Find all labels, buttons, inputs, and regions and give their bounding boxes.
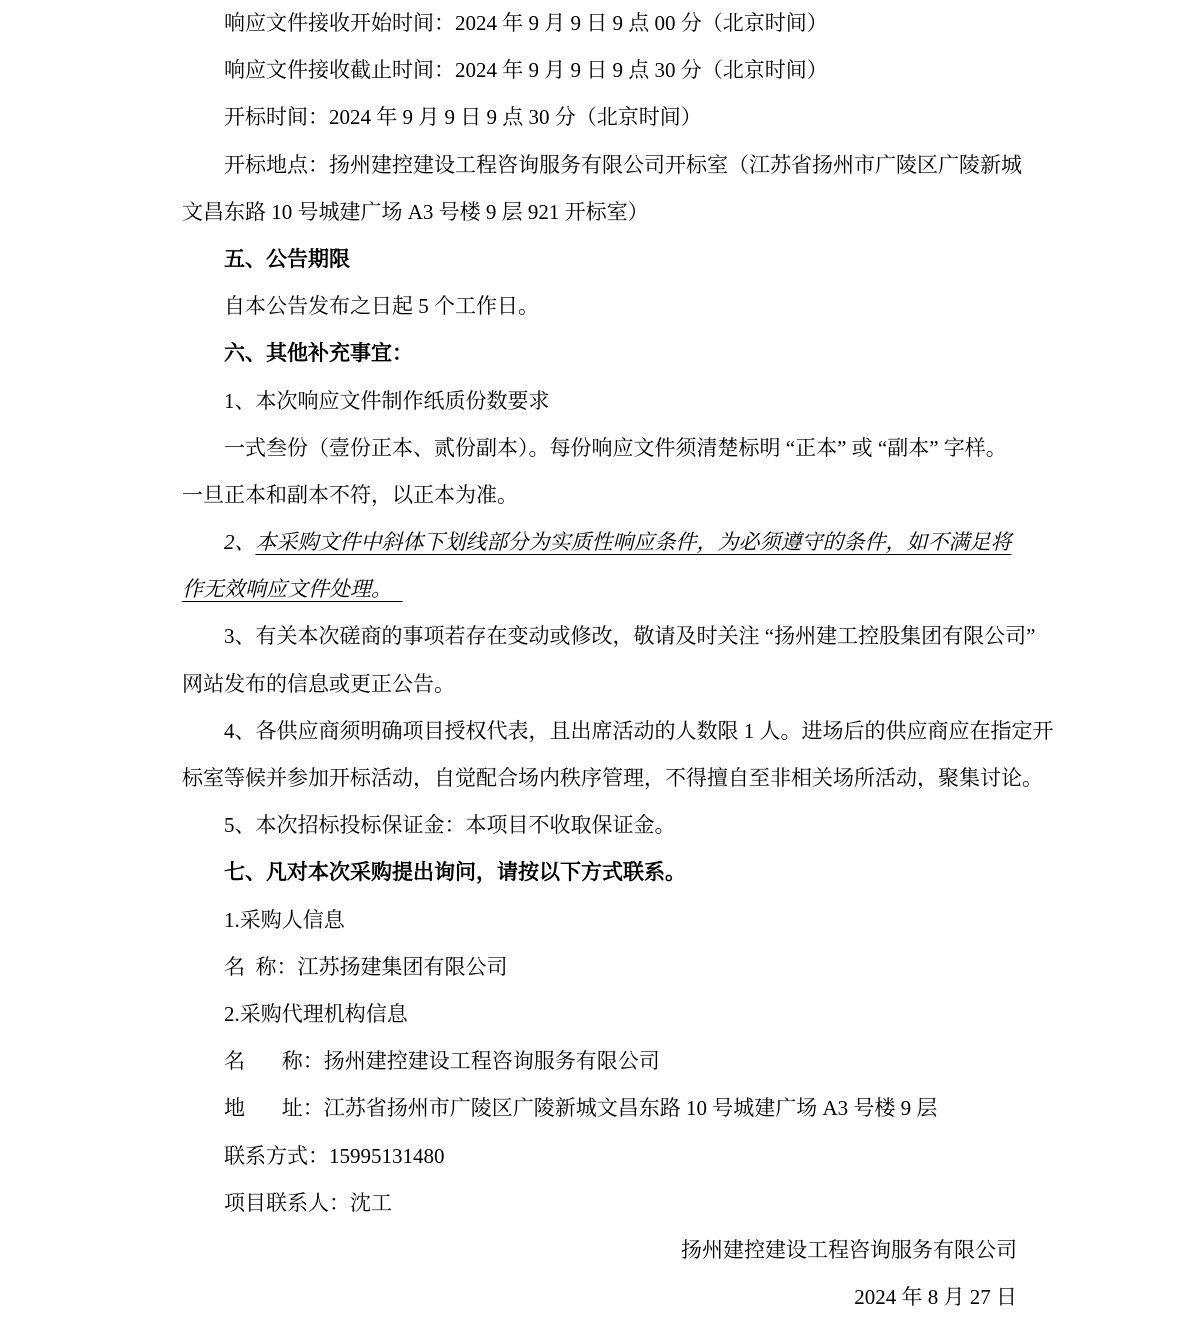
- section6-item2-underlined-text-1: 本采购文件中斜体下划线部分为实质性响应条件，为必须遵守的条件，如不满足将: [255, 530, 1012, 555]
- purchaser-name-line: 名 称：江苏扬建集团有限公司: [224, 954, 508, 979]
- agency-contact-line: 联系方式：15995131480: [224, 1143, 445, 1168]
- section6-item2-line-1: [182, 519, 1017, 566]
- section6-item3-line-1: 3、有关本次磋商的事项若存在变动或修改，敬请及时关注 “扬州建工控股集团有限公司”: [224, 624, 1036, 649]
- section6-item1-title: 1、本次响应文件制作纸质份数要求: [224, 388, 550, 413]
- signature-date-line: 2024 年 8 月 27 日: [854, 1285, 1017, 1310]
- section6-item2-number: 2、: [224, 530, 256, 555]
- agency-info-label: 2.采购代理机构信息: [224, 1001, 408, 1026]
- section6-item2-underlined-text-2: 作无效响应文件处理。: [182, 577, 403, 602]
- bid-opening-place-line-1: 开标地点：扬州建控建设工程咨询服务有限公司开标室（江苏省扬州市广陵区广陵新城: [224, 152, 1022, 177]
- section5-heading: 五、公告期限: [224, 247, 350, 271]
- section6-item1-line-1: 一式叁份（壹份正本、贰份副本）。每份响应文件须清楚标明 “正本” 或 “副本” 字样。: [224, 435, 1007, 460]
- section6-heading: 六、其他补充事宜：: [224, 342, 413, 366]
- bid-opening-place-line-2: 文昌东路 10 号城建广场 A3 号楼 9 层 921 开标室）: [182, 199, 649, 224]
- agency-name-line: 名 称：扬州建控建设工程咨询服务有限公司: [224, 1049, 660, 1074]
- signature-company-line: 扬州建控建设工程咨询服务有限公司: [681, 1237, 1017, 1262]
- response-receive-deadline-line: 响应文件接收截止时间：2024 年 9 月 9 日 9 点 30 分（北京时间）: [224, 58, 828, 83]
- section6-item2-line-2: [182, 566, 1017, 613]
- section6-item1-line-2: 一旦正本和副本不符，以正本为准。: [182, 482, 518, 507]
- section6-item4-line-2: 标室等候并参加开标活动，自觉配合场内秩序管理，不得擅自至非相关场所活动，聚集讨论。: [182, 766, 1043, 790]
- section5-body: 自本公告发布之日起 5 个工作日。: [224, 294, 539, 319]
- agency-address-line: 地 址：江苏省扬州市广陵区广陵新城文昌东路 10 号城建广场 A3 号楼 9 层: [224, 1096, 938, 1121]
- section6-item4-line-1: 4、各供应商须明确项目授权代表，且出席活动的人数限 1 人。进场后的供应商应在指定开: [224, 718, 1054, 743]
- purchaser-info-label: 1.采购人信息: [224, 907, 345, 932]
- response-receive-start-line: 响应文件接收开始时间：2024 年 9 月 9 日 9 点 00 分（北京时间）: [224, 11, 828, 35]
- agency-person-line: 项目联系人：沈工: [224, 1190, 392, 1215]
- section7-heading: 七、凡对本次采购提出询问，请按以下方式联系。: [224, 861, 686, 885]
- bid-opening-time-line: 开标时间：2024 年 9 月 9 日 9 点 30 分（北京时间）: [224, 105, 702, 130]
- section6-item5: 5、本次招标投标保证金：本项目不收取保证金。: [224, 813, 676, 838]
- section6-item3-line-2: 网站发布的信息或更正公告。: [182, 671, 455, 696]
